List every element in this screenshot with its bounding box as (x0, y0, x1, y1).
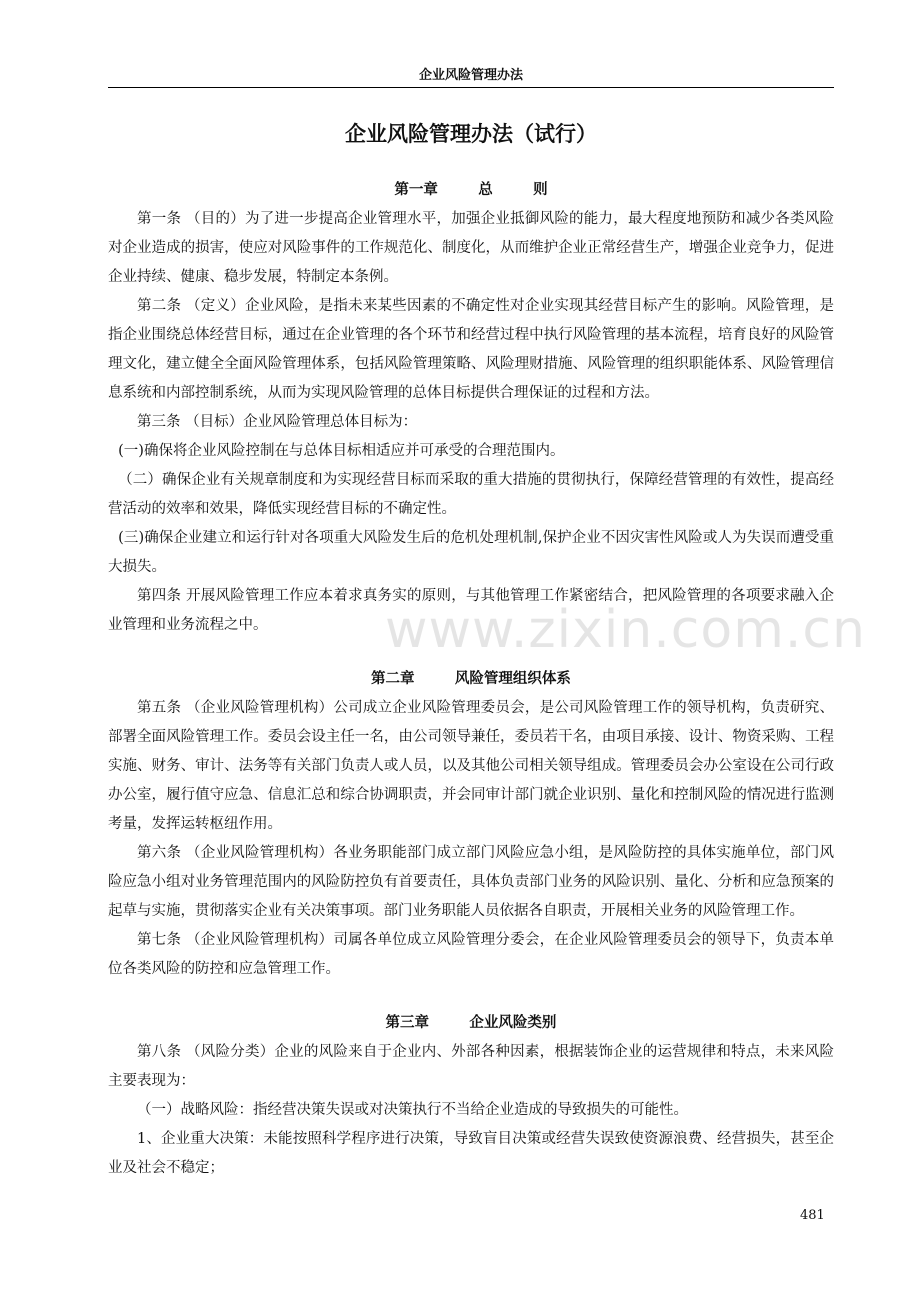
article-7: 第七条 （企业风险管理机构）司属各单位成立风险管理分委会，在企业风险管理委员会的领导下，负责本单位各类风险的防控和应急管理工作。 (108, 932, 834, 977)
document-title: 企业风险管理办法（试行） (345, 122, 597, 146)
running-header: 企业风险管理办法 (108, 64, 834, 88)
article-8-item-1-1: 1、企业重大决策：未能按照科学程序进行决策，导致盲目决策或经营失误致使资源浪费、经营损失，甚至企业及社会不稳定； (108, 1131, 834, 1176)
document-body (108, 110, 834, 1183)
article-1: 第一条 （目的）为了进一步提高企业管理水平，加强企业抵御风险的能力，最大程度地预防和减少各类风险对企业造成的损害，使应对风险事件的工作规范化、制度化，从而维护企业正常经营生产，增强企业竞争力，促进企业持续、健康、稳步发展，特制定本条例。 (108, 211, 834, 285)
article-8: 第八条 （风险分类）企业的风险来自于企业内、外部各种因素，根据装饰企业的运营规律和特点，未来风险主要表现为： (108, 1044, 834, 1089)
article-3-item-3: (三)确保企业建立和运行针对各项重大风险发生后的危机处理机制,保护企业不因灾害性风险或人为失误而遭受重大损失。 (108, 530, 834, 575)
watermark: www.zixin.com.cn (385, 600, 866, 660)
article-8-item-1: （一）战略风险：指经营决策失误或对决策执行不当给企业造成的导致损失的可能性。 (137, 1102, 688, 1118)
article-3-item-2: （二）确保企业有关规章制度和为实现经营目标而采取的重大措施的贯彻执行，保障经营管理的有效性，提高经营活动的效率和效果，降低实现经营目标的不确定性。 (108, 472, 834, 517)
chapter-heading: 第二章 风险管理组织体系 (371, 671, 571, 687)
article-3: 第三条 （目标）企业风险管理总体目标为： (137, 414, 418, 430)
page-number: 481 (800, 1208, 825, 1223)
article-2: 第二条 （定义）企业风险，是指未来某些因素的不确定性对企业实现其经营目标产生的影响。风险管理，是指企业围绕总体经营目标，通过在企业管理的各个环节和经营过程中执行风险管理的基本流程，培育良好的风险管理文化，建立健全全面风险管理体系，包括风险管理策略、风险理财措施、风险管理的组织职能体系、风险管理信息系统和内部控制系统，从而为实现风险管理的总体目标提供合理保证的过程和方法。 (108, 298, 834, 401)
article-6: 第六条 （企业风险管理机构）各业务职能部门成立部门风险应急小组，是风险防控的具体实施单位，部门风险应急小组对业务管理范围内的风险防控负有首要责任，具体负责部门业务的风险识别、量化、分析和应急预案的起草与实施，贯彻落实企业有关决策事项。部门业务职能人员依据各自职责，开展相关业务的风险管理工作。 (108, 845, 834, 919)
chapter-heading: 第一章 总 则 (394, 182, 548, 198)
chapter-heading: 第三章 企业风险类别 (385, 1015, 557, 1031)
article-4: 第四条 开展风险管理工作应本着求真务实的原则，与其他管理工作紧密结合，把风险管理的各项要求融入企业管理和业务流程之中。 (108, 588, 834, 633)
article-5: 第五条 （企业风险管理机构）公司成立企业风险管理委员会，是公司风险管理工作的领导机构，负责研究、部署全面风险管理工作。委员会设主任一名，由公司领导兼任，委员若干名，由项目承接、设计、物资采购、工程实施、财务、审计、法务等有关部门负责人或人员，以及其他公司相关领导组成。管理委员会办公室设在公司行政办公室，履行值守应急、信息汇总和综合协调职责，并会同审计部门就企业识别、量化和控制风险的情况进行监测考量，发挥运转枢纽作用。 (108, 700, 834, 832)
article-3-item-1: (一)确保将企业风险控制在与总体目标相适应并可承受的合理范围内。 (118, 443, 565, 459)
